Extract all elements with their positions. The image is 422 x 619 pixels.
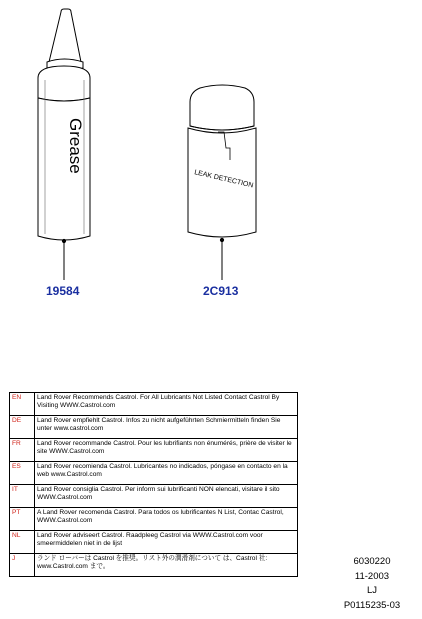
reference-block <box>332 555 412 613</box>
reference-date: 11-2003 <box>354 570 390 582</box>
language-code: NL <box>10 531 35 554</box>
note-text: Land Rover recommande Castrol. Pour les lubrifiants non énumérés, prière de visiter le site WWW.Castrol.com <box>35 439 298 462</box>
note-text: Land Rover empfiehlt Castrol. Infos zu nicht aufgeführten Schmiermitteln finden Sie unter www.castrol.com <box>35 416 298 439</box>
note-text: Land Rover adviseert Castrol. Raadpleeg Castrol via WWW.Castrol.com voor smeermiddelen niet in de lijst <box>35 531 298 554</box>
leak-detection-label: LEAK DETECTION <box>193 169 254 190</box>
grease-label: Grease <box>66 118 85 174</box>
grease-nozzle <box>49 9 81 62</box>
language-code: IT <box>10 485 35 508</box>
table-row <box>10 439 298 462</box>
note-text: Land Rover recomienda Castrol. Lubricantes no indicados, póngase en contacto en la web www.Castrol.com <box>35 462 298 485</box>
reference-number: 6030220 <box>353 556 391 567</box>
reference-initials: LJ <box>366 585 378 596</box>
language-code: DE <box>10 416 35 439</box>
note-text: A Land Rover recomenda Castrol. Para todos os lubrificantes N List, Contac Castrol, WWW.Castrol.com <box>35 508 298 531</box>
reference-code: P0115235-03 <box>343 599 401 611</box>
table-row <box>10 416 298 439</box>
part-number-19584: 19584 <box>46 284 80 298</box>
lubricant-notes-table <box>9 392 298 577</box>
language-code: FR <box>10 439 35 462</box>
note-text: ランド ローバーは Castrol を推奨。リスト外の潤滑剤について は、Castrol 社: www.Castrol.com まで。 <box>35 554 298 577</box>
note-text: Land Rover Recommends Castrol. For All Lubricants Not Listed Contact Castrol By Visiting WWW.Castrol.com <box>35 393 298 416</box>
table-row <box>10 531 298 554</box>
part-number-2c913: 2C913 <box>203 284 239 298</box>
grease-cap <box>38 66 90 101</box>
language-code: EN <box>10 393 35 416</box>
language-code: PT <box>10 508 35 531</box>
language-code: J <box>10 554 35 577</box>
table-row <box>10 393 298 416</box>
table-row <box>10 508 298 531</box>
table-row <box>10 485 298 508</box>
can-lid <box>190 85 254 130</box>
note-text: Land Rover consiglia Castrol. Per inform sui lubrificanti NON elencati, visitare il sito WWW.Castrol.com <box>35 485 298 508</box>
table-row <box>10 554 298 577</box>
language-code: ES <box>10 462 35 485</box>
table-row <box>10 462 298 485</box>
